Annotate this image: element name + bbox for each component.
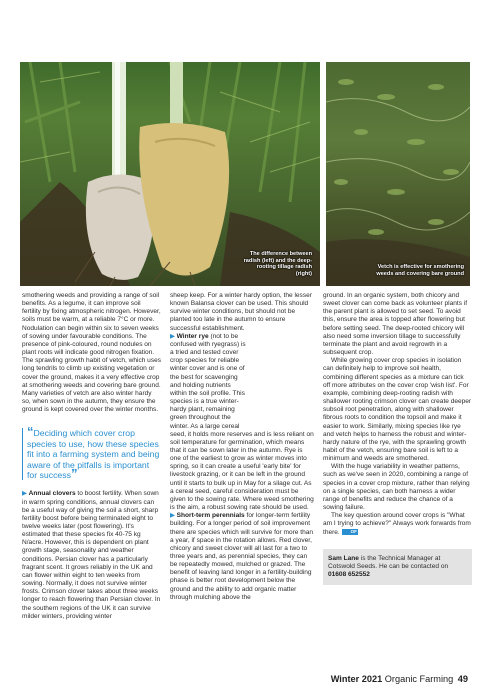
- body-paragraph: While growing cover crop species in isolation can definitely help to improve soil health, combining different species as a mixture can tick off more attributes on the cover crop 'wish list'. For example, combining deep-rooting radish with shallower rooting crimson clover can create deeper subsoil root penetration, along with shallower fibrous roots to condition the topsoil and make it easier to work. Similarly, mixing species like rye and vetch helps to harness the robust and winter-hardy nature of the rye, with the sprawling growth habit of the vetch, ensuring bare soil is left to a minimum and weeds are smothered.: [323, 357, 472, 463]
- article-column-2: [170, 292, 315, 602]
- close-quote-icon: ”: [70, 465, 78, 481]
- article-column-1: [22, 292, 161, 621]
- body-paragraph: ground. In an organic system, both chicory and sweet clover can come back as volunteer plants if the parent plant is allowed to set seed. To avoid this, ensure the area is topped after flowering but before setting seed. The deep-rooted chicory will also need some inversion tillage to successfully terminate the plant and avoid regrowth in a subsequent crop.: [323, 292, 468, 357]
- author-phone: 01608 652552: [328, 571, 370, 578]
- quote-wrap-space: [247, 333, 315, 429]
- page-footer: [331, 674, 468, 684]
- photo-caption-left: The difference between radish (left) and the deep-rooting tillage radish (right): [243, 250, 312, 278]
- body-paragraph: [323, 512, 472, 536]
- footer-magazine: Organic Farming: [384, 674, 454, 684]
- page-number: 49: [457, 674, 468, 684]
- end-mark-icon: OF: [342, 529, 358, 535]
- pull-quote: [22, 424, 161, 481]
- article-column-3: [323, 292, 472, 585]
- body-paragraph: [22, 490, 161, 621]
- bullet-triangle-icon: ▶: [170, 512, 175, 520]
- subhead-short-term-perennials: Short-term perennials: [176, 512, 245, 520]
- footer-season: Winter 2021: [330, 674, 383, 684]
- annual-clovers-text: to boost fertility. When sown in warm spring conditions, annual clovers can be a useful way of giving the soil a short, sharp fertility boost before being terminated eight to twelve weeks later (post flowering). It's estimated that these species fix 40-75 kg N/acre. However, this is dependent on plant growth stage, seasonality and weather conditions. Persian clover has a particularly fragrant scent. It grows reliably in the UK and can flower within eight to ten weeks from sowing. Normally, it does not survive winter frosts. Crimson clover takes about three weeks longer to reach flowering than Persian clover. In the southern regions of the UK it can survive milder winters, providing winter: [22, 490, 161, 620]
- body-paragraph: [170, 512, 315, 602]
- subhead-winter-rye: Winter rye: [176, 332, 209, 340]
- bullet-triangle-icon: ▶: [22, 490, 27, 498]
- author-bio-box: [323, 549, 472, 585]
- bullet-triangle-icon: ▶: [170, 332, 175, 340]
- vetch-photo: [326, 62, 470, 286]
- winter-rye-text: (not to be confused with ryegrass) is a tried and tested cover crop species for reliable winter cover and is one of the best for scavenging and holding nutrients within the soil profile. This species is a true winter-hardy plant, remaining green throughout the winter. As a large cereal seed, it holds more reserves and is less reliant on soil temperature for germination, which means that it can be sown later in the autumn. Rye is one of the earliest to grow as winter moves into spring, so it can create a useful 'early bite' for livestock grazing, or it can be left in the ground until it starts to bulk up in May for a silage cut. As a cereal seed, careful consideration must be given to the sowing rate. Where weed smothering is the aim, a robust sowing rate should be used.: [170, 332, 314, 512]
- photo-caption-right: Vetch is effective for smothering weeds and covering bare ground: [376, 264, 464, 278]
- body-paragraph: sheep keep. For a winter hardy option, the lesser known Balansa clover can be used. This should survive winter conditions, but should not be planted too late in the autumn to ensure successful establishment.: [170, 292, 312, 332]
- vetch-foliage-illustration: [326, 62, 470, 286]
- body-paragraph: With the huge variability in weather patterns, such as we've seen in 2020, combining a range of species in a cover crop mixture, rather than relying on a single species, can both harness a wider range of benefits and reduce the chance of a sowing failure.: [323, 463, 470, 512]
- open-quote-icon: “: [27, 424, 34, 440]
- perennials-text: for longer-term fertility building. For a longer period of soil improvement there are species which will survive for more than a year, if space in the rotation allows. Red clover, chicory and sweet clover will all last for a two to three years and, as perennial species, they can be repeatedly mowed, mulched or grazed. The benefit of leaving land longer in a fertility-building phase is better root development below the ground and the ability to add organic matter through mulching above the: [170, 512, 313, 601]
- subhead-annual-clovers: Annual clovers: [28, 490, 76, 498]
- pull-quote-text: Deciding which cover crop species to use, how these species fit into a farming system and being aware of the pitfalls is important for success: [27, 428, 160, 480]
- body-paragraph: smothering weeds and providing a range of soil benefits. As a legume, it can improve soil fertility by fixing atmospheric nitrogen. However, soils must be warm, at a reliable 7°C or more. Nodulation can begin within six to seven weeks of sowing under favourable conditions. The presence of pink-coloured, round nodules on plant roots will indicate good nitrogen fixation. The sprawling growth habit of vetch, which uses long tendrils to climb up existing vegetation or cover the ground, makes it a very effective crop at smothering weeds and covering bare ground. Many varieties of vetch are also winter hardy so, when sown in the autumn, they ensure the ground is kept covered over the winter months.: [22, 292, 162, 414]
- author-name: Sam Lane: [328, 554, 359, 562]
- body-paragraph: [170, 333, 315, 512]
- radish-comparison-photo: [20, 62, 320, 286]
- closing-text: The key question around cover crops is "What am I trying to achieve?" Always work forwards from there.: [323, 512, 471, 536]
- author-bio-text: is the Technical Manager at Cotswold Seeds. He can be contacted on: [328, 554, 449, 570]
